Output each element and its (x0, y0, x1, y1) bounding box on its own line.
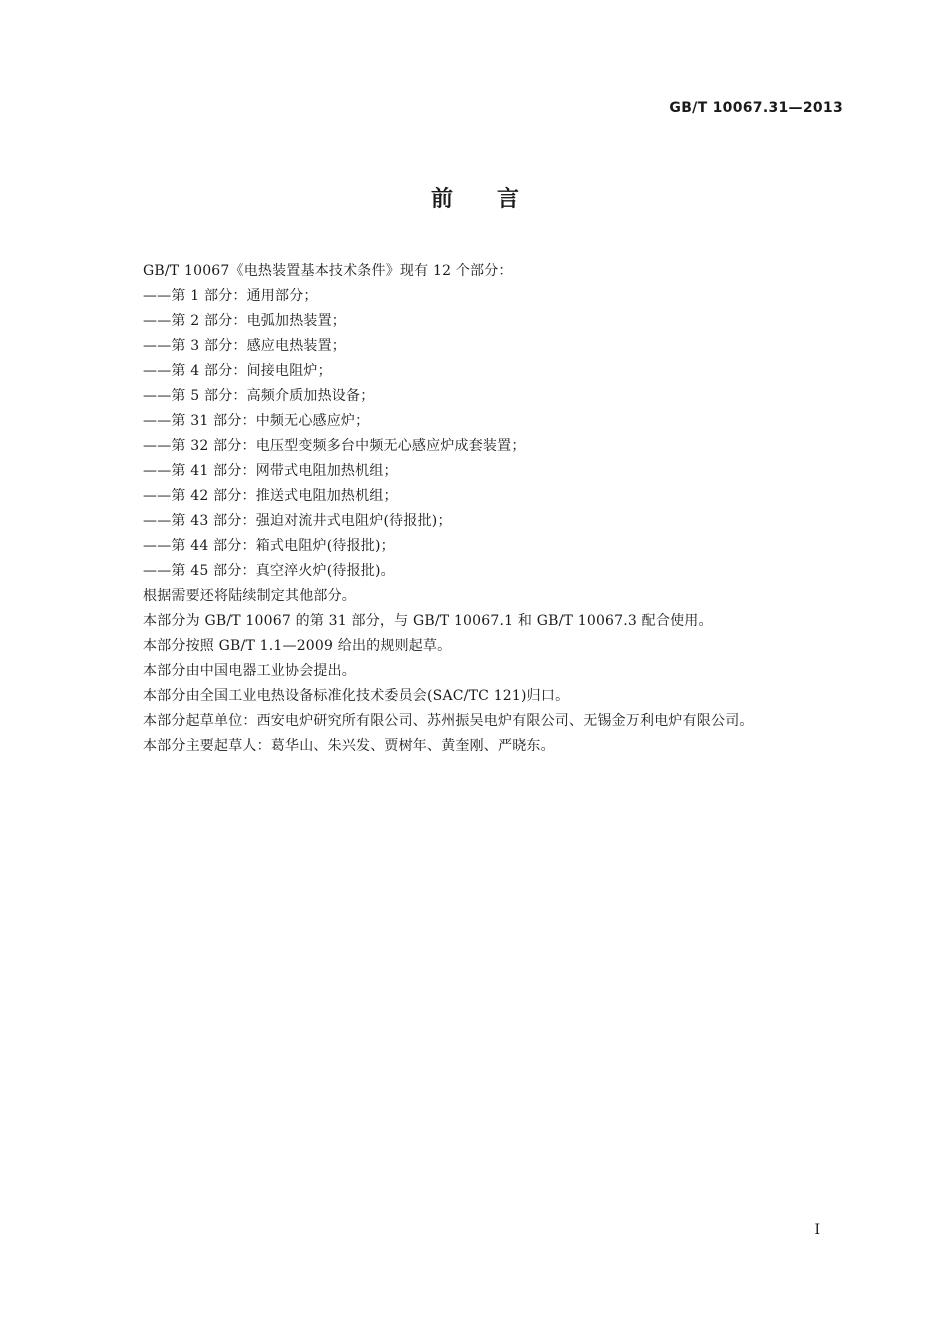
text-line: ——第 31 部分：中频无心感应炉； (143, 413, 370, 429)
text-line: ——第 41 部分：网带式电阻加热机组； (143, 463, 398, 479)
foreword-body (143, 259, 853, 759)
text-line: 本部分由全国工业电热设备标准化技术委员会(SAC/TC 121)归口。 (143, 688, 570, 704)
text-line: ——第 1 部分：通用部分； (143, 288, 318, 304)
page-number: I (814, 1222, 820, 1238)
page-title: 前言 (430, 187, 563, 212)
text-line: GB/T 10067《电热装置基本技术条件》现有 12 个部分： (143, 263, 513, 279)
text-line: ——第 42 部分：推送式电阻加热机组； (143, 488, 398, 504)
standard-number: GB/T 10067.31—2013 (669, 100, 843, 116)
text-line: 本部分由中国电器工业协会提出。 (143, 663, 356, 679)
text-line: ——第 44 部分：箱式电阻炉(待报批)； (143, 538, 395, 554)
text-line: ——第 3 部分：感应电热装置； (143, 338, 347, 354)
text-line: ——第 2 部分：电弧加热装置； (143, 313, 347, 329)
text-line: ——第 45 部分：真空淬火炉(待报批)。 (143, 563, 395, 579)
text-line: ——第 4 部分：间接电阻炉； (143, 363, 332, 379)
text-line: 本部分主要起草人：葛华山、朱兴发、贾树年、黄奎刚、严晓东。 (143, 738, 555, 754)
text-line: ——第 43 部分：强迫对流井式电阻炉(待报批)； (143, 513, 452, 529)
text-line: 本部分为 GB/T 10067 的第 31 部分，与 GB/T 10067.1 和 GB/T 10067.3 配合使用。 (143, 613, 713, 629)
text-line: 根据需要还将陆续制定其他部分。 (143, 588, 356, 604)
text-line: ——第 5 部分：高频介质加热设备； (143, 388, 375, 404)
text-line: 本部分起草单位：西安电炉研究所有限公司、苏州振吴电炉有限公司、无锡金万利电炉有限公司。 (143, 713, 754, 729)
text-line: ——第 32 部分：电压型变频多台中频无心感应炉成套装置； (143, 438, 526, 454)
text-line: 本部分按照 GB/T 1.1—2009 给出的规则起草。 (143, 638, 452, 654)
